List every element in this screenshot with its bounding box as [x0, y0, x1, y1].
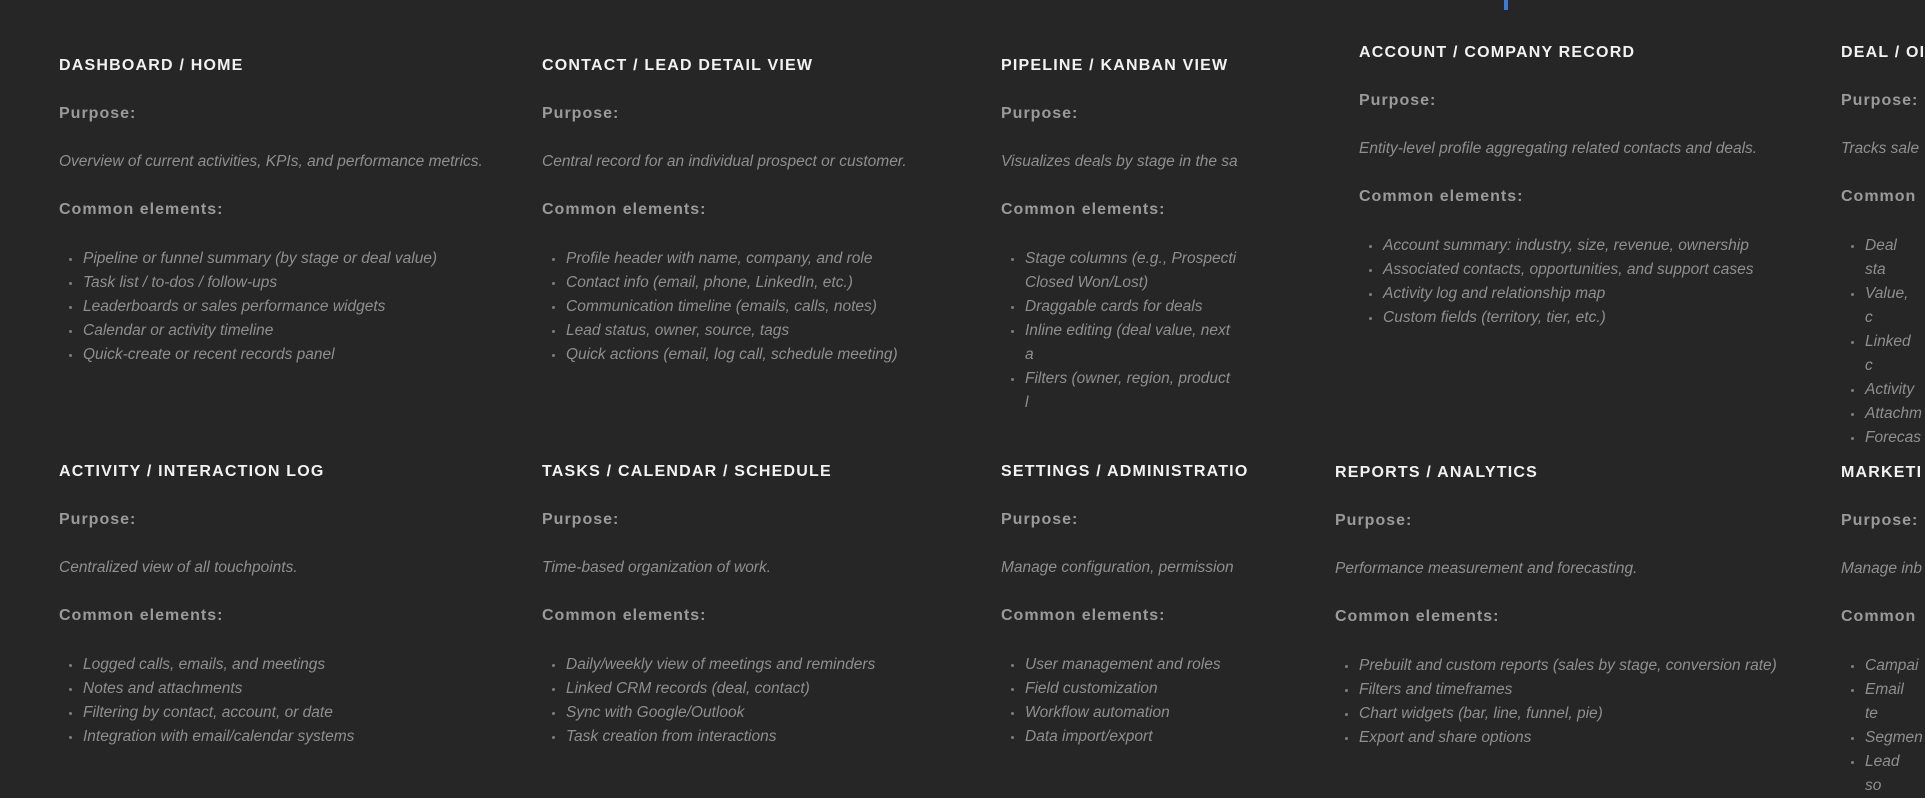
list-item: Chart widgets (bar, line, funnel, pie)	[1335, 702, 1825, 726]
list-item: Associated contacts, opportunities, and support cases	[1359, 258, 1819, 282]
common-elements-label: Common	[1841, 608, 1917, 625]
list-item: Pipeline or funnel summary (by stage or deal value)	[59, 247, 499, 271]
purpose-label: Purpose:	[1359, 92, 1437, 109]
common-elements-list	[542, 247, 972, 367]
list-item: Task list / to-dos / follow-ups	[59, 271, 499, 295]
list-item: Draggable cards for deals	[1001, 295, 1237, 319]
common-elements-label: Common elements:	[542, 607, 707, 624]
purpose-label: Purpose:	[59, 105, 137, 122]
list-item: Attachm	[1841, 402, 1920, 426]
list-item	[1001, 247, 1237, 295]
list-item: Forecas	[1841, 426, 1920, 450]
list-item: Account summary: industry, size, revenue, ownership	[1359, 234, 1819, 258]
list-item: Profile header with name, company, and role	[542, 247, 972, 271]
card-reports-analytics	[1335, 462, 1825, 755]
card-title: PIPELINE / KANBAN VIEW	[1001, 57, 1229, 74]
list-item: Activity log and relationship map	[1359, 282, 1819, 306]
common-elements-label: Common elements:	[542, 201, 707, 218]
common-elements-list	[1359, 234, 1819, 330]
list-item: Contact info (email, phone, LinkedIn, etc.)	[542, 271, 972, 295]
card-deal-opportunity	[1841, 42, 1925, 446]
list-item: Lead so	[1841, 750, 1920, 798]
common-elements-label: Common elements:	[59, 201, 224, 218]
list-item: Daily/weekly view of meetings and reminders	[542, 653, 972, 677]
list-item: Value, c	[1841, 282, 1920, 330]
purpose-text: Central record for an individual prospect or customer.	[542, 153, 907, 170]
list-item: Inline editing (deal value, next a	[1001, 319, 1237, 367]
purpose-label: Purpose:	[542, 105, 620, 122]
purpose-label: Purpose:	[1001, 105, 1079, 122]
list-item: Segmen	[1841, 726, 1920, 750]
list-item: Activity	[1841, 378, 1920, 402]
purpose-label: Purpose:	[1841, 512, 1919, 529]
card-pipeline-kanban	[1001, 55, 1238, 411]
purpose-text: Tracks sale	[1841, 140, 1920, 157]
list-item: Linked c	[1841, 330, 1920, 378]
purpose-label: Purpose:	[1335, 512, 1413, 529]
list-item: Filtering by contact, account, or date	[59, 701, 499, 725]
card-settings-administration	[1001, 461, 1249, 755]
list-item: Logged calls, emails, and meetings	[59, 653, 499, 677]
list-item: Quick actions (email, log call, schedule meeting)	[542, 343, 972, 367]
list-item: Linked CRM records (deal, contact)	[542, 677, 972, 701]
list-item-line: Stage columns (e.g., Prospecti	[1025, 250, 1237, 267]
purpose-text: Overview of current activities, KPIs, and performance metrics.	[59, 153, 483, 170]
common-elements-list	[1841, 234, 1920, 450]
card-account-company-record	[1359, 42, 1819, 362]
list-item: Workflow automation	[1001, 701, 1237, 725]
card-title: ACTIVITY / INTERACTION LOG	[59, 463, 325, 480]
card-title: DASHBOARD / HOME	[59, 57, 244, 74]
list-item: Prebuilt and custom reports (sales by stage, conversion rate)	[1335, 654, 1825, 678]
list-item: Calendar or activity timeline	[59, 319, 499, 343]
common-elements-list	[1841, 654, 1923, 798]
card-title: TASKS / CALENDAR / SCHEDULE	[542, 463, 832, 480]
list-item: Sync with Google/Outlook	[542, 701, 972, 725]
card-dashboard-home	[59, 55, 499, 375]
common-elements-list	[1001, 653, 1237, 749]
list-item: Integration with email/calendar systems	[59, 725, 499, 749]
list-item-line: Closed Won/Lost)	[1025, 274, 1149, 291]
card-title: REPORTS / ANALYTICS	[1335, 464, 1538, 481]
purpose-text: Visualizes deals by stage in the sa	[1001, 153, 1238, 170]
list-item: Filters (owner, region, product l	[1001, 367, 1237, 415]
list-item: Field customization	[1001, 677, 1237, 701]
common-elements-label: Common elements:	[1335, 608, 1500, 625]
list-item: Export and share options	[1335, 726, 1825, 750]
list-item: Leaderboards or sales performance widgets	[59, 295, 499, 319]
card-title: SETTINGS / ADMINISTRATIO	[1001, 463, 1249, 480]
purpose-text: Performance measurement and forecasting.	[1335, 560, 1638, 577]
purpose-label: Purpose:	[59, 511, 137, 528]
common-elements-label: Common elements:	[1001, 201, 1166, 218]
card-title: DEAL / OI	[1841, 44, 1925, 61]
list-item: Deal sta	[1841, 234, 1920, 282]
scroll-indicator	[1504, 0, 1508, 10]
list-item: Custom fields (territory, tier, etc.)	[1359, 306, 1819, 330]
list-item: Data import/export	[1001, 725, 1237, 749]
purpose-text: Centralized view of all touchpoints.	[59, 559, 298, 576]
card-activity-interaction-log	[59, 461, 499, 755]
common-elements-list	[1001, 247, 1237, 415]
purpose-label: Purpose:	[1841, 92, 1919, 109]
common-elements-list	[59, 247, 499, 367]
list-item: Email te	[1841, 678, 1920, 726]
list-item: User management and roles	[1001, 653, 1237, 677]
list-item: Communication timeline (emails, calls, notes)	[542, 295, 972, 319]
purpose-text: Entity-level profile aggregating related contacts and deals.	[1359, 140, 1758, 157]
purpose-text: Time-based organization of work.	[542, 559, 772, 576]
common-elements-label: Common elements:	[1001, 607, 1166, 624]
list-item: Campai	[1841, 654, 1920, 678]
list-item: Lead status, owner, source, tags	[542, 319, 972, 343]
common-elements-label: Common elements:	[59, 607, 224, 624]
list-item: Task creation from interactions	[542, 725, 972, 749]
card-contact-lead-detail	[542, 55, 972, 375]
list-item: Quick-create or recent records panel	[59, 343, 499, 367]
card-title: MARKETI	[1841, 464, 1923, 481]
common-elements-label: Common elements:	[1359, 188, 1524, 205]
purpose-text: Manage configuration, permission	[1001, 559, 1234, 576]
purpose-label: Purpose:	[1001, 511, 1079, 528]
common-elements-list	[542, 653, 972, 749]
purpose-label: Purpose:	[542, 511, 620, 528]
common-elements-list	[1335, 654, 1825, 750]
common-elements-label: Common	[1841, 188, 1917, 205]
card-marketing	[1841, 462, 1923, 794]
common-elements-list	[59, 653, 499, 749]
card-title: CONTACT / LEAD DETAIL VIEW	[542, 57, 814, 74]
card-title: ACCOUNT / COMPANY RECORD	[1359, 44, 1636, 61]
list-item: Notes and attachments	[59, 677, 499, 701]
card-tasks-calendar-schedule	[542, 461, 972, 755]
purpose-text: Manage inb	[1841, 560, 1923, 577]
list-item: Filters and timeframes	[1335, 678, 1825, 702]
